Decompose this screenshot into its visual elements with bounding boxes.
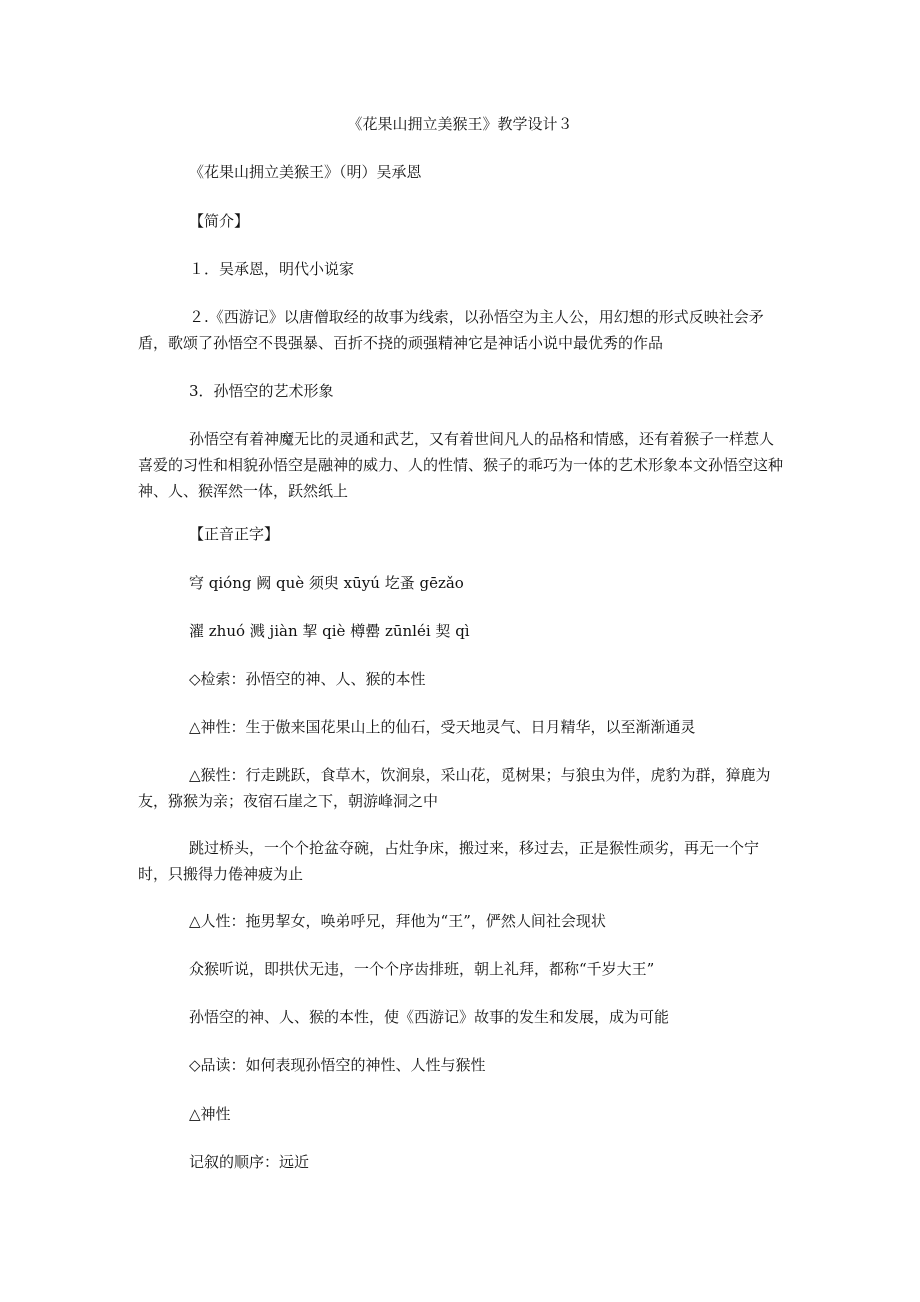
paragraph-monkey-nature: △猴性：行走跳跃，食草木，饮涧泉，采山花，觅树果；与狼虫为伴，虎豹为群，獐鹿为友，猕猴为亲；夜宿石崖之下，朝游峰洞之中 xyxy=(138,766,771,810)
heading-introduction: 【简介】 xyxy=(189,212,250,230)
paragraph-pinyin-2: 濯 zhuó 溅 jiàn 挈 qiè 樽罍 zūnléi 契 qì xyxy=(189,622,470,640)
paragraph-divinity-heading: △神性 xyxy=(189,1105,231,1123)
paragraph-intro-2: ２.《西游记》以唐僧取经的故事为线索，以孙悟空为主人公，用幻想的形式反映社会矛盾，歌颂了孙悟空不畏强暴、百折不挠的顽强精神它是神话小说中最优秀的作品 xyxy=(138,308,764,352)
paragraph-human-nature: △人性：拖男挈女，唤弟呼兄，拜他为“王”，俨然人间社会现状 xyxy=(189,912,606,930)
paragraph-pinyin-1: 穹 qióng 阙 què 须臾 xūyú 圪蚤 gēzǎo xyxy=(189,574,464,592)
paragraph-summary: 孙悟空的神、人、猴的本性，使《西游记》故事的发生和发展，成为可能 xyxy=(189,1008,670,1026)
paragraph-monkey-behavior: 跳过桥头，一个个抢盆夺碗，占灶争床，搬过来，移过去，正是猴性顽劣，再无一个宁时，只搬得力倦神疲为止 xyxy=(138,839,760,883)
paragraph-intro-3: 3．孙悟空的艺术形象 xyxy=(189,382,334,400)
paragraph-search: ◇检索：孙悟空的神、人、猴的本性 xyxy=(189,670,426,688)
document-title: 《花果山拥立美猴王》教学设计３ xyxy=(347,115,573,133)
paragraph-intro-1: １．吴承恩，明代小说家 xyxy=(189,260,355,278)
paragraph-divinity: △神性：生于傲来国花果山上的仙石，受天地灵气、日月精华，以至渐渐通灵 xyxy=(189,718,696,736)
paragraph-narrative-order: 记叙的顺序：远近 xyxy=(189,1153,310,1171)
paragraph-reading: ◇品读：如何表现孙悟空的神性、人性与猴性 xyxy=(189,1056,486,1074)
paragraph-monkeys-bow: 众猴听说，即拱伏无违，一个个序齿排班，朝上礼拜，都称“千岁大王” xyxy=(189,960,655,978)
paragraph-art-image: 孙悟空有着神魔无比的灵通和武艺，又有着世间凡人的品格和情感，还有着猴子一样惹人喜爱的习性和相貌孙悟空是融神的威力、人的性情、猴子的乖巧为一体的艺术形象本文孙悟空这种神、人、猴浑然一体，跃然纸上 xyxy=(138,430,784,500)
paragraph-source: 《花果山拥立美猴王》（明）吴承恩 xyxy=(189,163,422,181)
heading-pronunciation: 【正音正字】 xyxy=(189,525,280,543)
